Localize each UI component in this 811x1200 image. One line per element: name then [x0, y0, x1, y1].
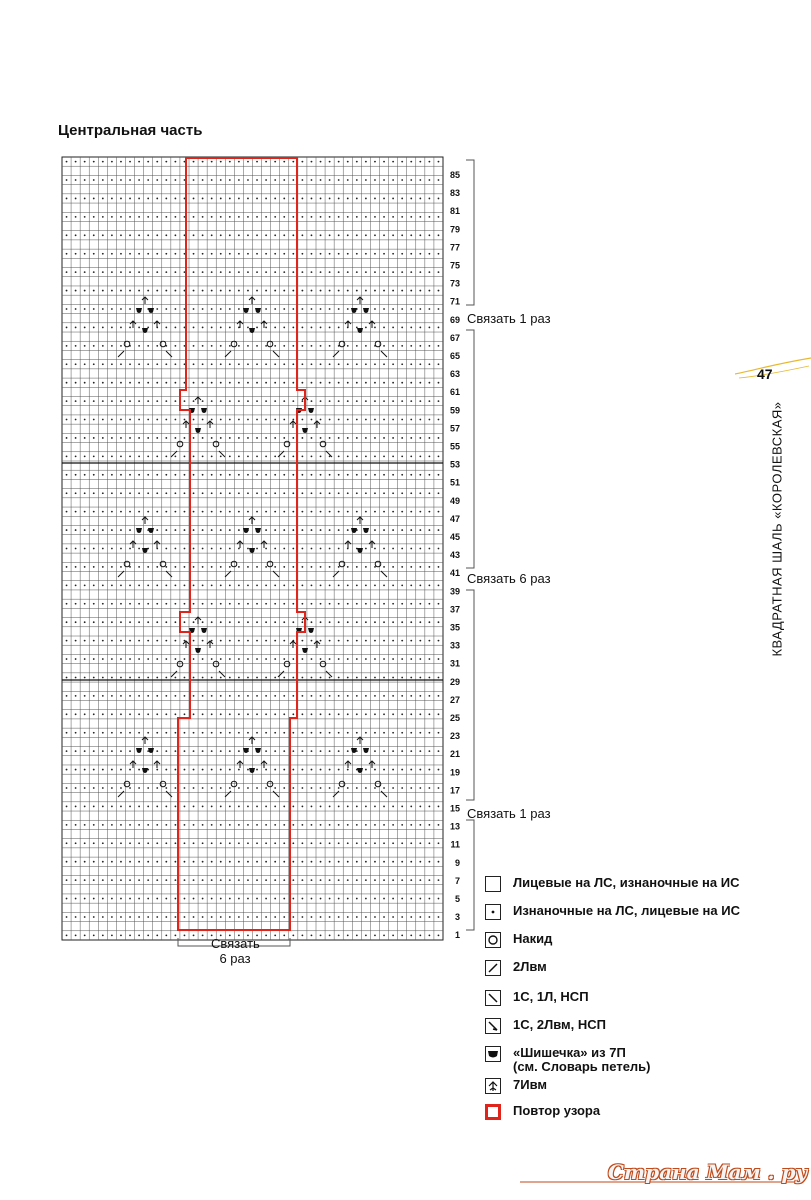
- row-number-label: 21: [449, 749, 460, 760]
- row-number-label: 85: [449, 170, 460, 180]
- row-number-label: 39: [449, 586, 460, 597]
- row-number-label: 71: [449, 296, 460, 307]
- page-title: Центральная часть: [58, 122, 203, 139]
- repeat-bracket: [466, 820, 474, 930]
- row-number-label: 25: [449, 713, 460, 723]
- row-number-label: 59: [449, 405, 460, 416]
- row-number-label: 73: [449, 278, 460, 289]
- legend-label: Повтор узора: [513, 1103, 601, 1118]
- legend-item-sk2p: [485, 1018, 606, 1034]
- row-number-label: 75: [449, 260, 460, 271]
- legend-item-purl: [485, 904, 740, 920]
- row-number-label: 77: [449, 242, 460, 253]
- repeat-bracket: [466, 330, 474, 568]
- row-number-label: 61: [449, 387, 460, 398]
- row-number-label: 63: [449, 369, 460, 380]
- repeat-instruction-middle: Связать 6 раз: [467, 571, 551, 586]
- legend-label: 1С, 2Лвм, НСП: [513, 1017, 606, 1032]
- row-number-label: 49: [449, 495, 460, 506]
- row-number-label: 47: [449, 513, 460, 524]
- legend-item-skp: [485, 990, 589, 1006]
- row-number-label: 55: [449, 441, 460, 452]
- row-number-label: 83: [449, 188, 460, 199]
- legend-label: 1С, 1Л, НСП: [513, 989, 589, 1004]
- seven-tog-icon: [485, 1078, 501, 1094]
- legend-label: 7Ивм: [513, 1077, 548, 1092]
- watermark: Страна Мам . ру: [608, 1160, 808, 1184]
- row-number-label: 15: [449, 803, 460, 814]
- row-number-label: 35: [449, 622, 460, 633]
- row-number-label: 19: [449, 767, 460, 778]
- bottom-repeat-label-line2: 6 раз: [219, 951, 251, 966]
- row-number-label: 81: [449, 206, 460, 217]
- page-number-swash: [735, 352, 811, 388]
- knit-square-icon: [485, 876, 501, 892]
- row-number-label: 45: [449, 532, 460, 542]
- legend-label: «Шишечка» из 7П (см. Словарь петель): [513, 1045, 651, 1074]
- row-number-label: 67: [449, 332, 460, 343]
- row-number-label: 17: [449, 785, 460, 796]
- legend-label: Изнаночные на ЛС, лицевые на ИС: [513, 903, 740, 918]
- row-number-label: 11: [450, 839, 460, 850]
- row-number-label: 3: [454, 912, 460, 923]
- repeat-instruction-top: Связать 1 раз: [467, 311, 551, 326]
- purl-dot-icon: [485, 904, 501, 920]
- sk2p-icon: [485, 1018, 501, 1034]
- row-number-label: 1: [454, 930, 460, 941]
- repeat-bracket: [466, 590, 474, 800]
- k2tog-icon: [485, 960, 501, 976]
- legend-label: Накид: [513, 931, 553, 946]
- legend-item-seven-tog: [485, 1078, 547, 1094]
- row-number-label: 27: [449, 694, 460, 705]
- legend-item-bobble: [485, 1046, 651, 1074]
- bottom-repeat-label-line1: Связать: [211, 936, 260, 951]
- row-number-label: 53: [449, 459, 460, 470]
- row-number-label: 29: [449, 676, 460, 687]
- row-number-label: 31: [449, 658, 460, 669]
- row-number-label: 23: [449, 731, 460, 742]
- row-number-label: 57: [449, 423, 460, 434]
- book-title-text: КВАДРАТНАЯ ШАЛЬ «КОРОЛЕВСКАЯ»: [769, 401, 785, 657]
- row-number-label: 69: [449, 314, 460, 325]
- book-title-vertical: [766, 384, 788, 674]
- row-number-label: 51: [449, 477, 460, 488]
- row-number-label: 43: [449, 550, 460, 561]
- legend-item-repeat: [485, 1104, 600, 1120]
- row-number-label: 13: [449, 821, 460, 832]
- repeat-instruction-bottom: Связать 1 раз: [467, 806, 551, 821]
- repeat-bracket: [466, 160, 474, 305]
- row-number-label: 37: [449, 604, 460, 615]
- bottom-repeat-label: [211, 936, 259, 966]
- legend-label: Лицевые на ЛС, изнаночные на ИС: [513, 875, 740, 890]
- legend-item-k2tog: [485, 960, 547, 976]
- row-number-label: 7: [454, 875, 460, 886]
- row-number-label: 79: [449, 224, 460, 235]
- row-number-label: 5: [454, 894, 460, 904]
- legend-label: 2Лвм: [513, 959, 547, 974]
- yarn-over-icon: [485, 932, 501, 948]
- skp-icon: [485, 990, 501, 1006]
- legend-item-knit: [485, 876, 739, 892]
- legend-item-yarn-over: [485, 932, 552, 948]
- page-number: 47: [757, 366, 773, 382]
- row-number-label: 33: [449, 640, 460, 651]
- row-number-label: 9: [454, 857, 460, 868]
- row-number-label: 65: [449, 351, 460, 361]
- pattern-repeat-icon: [485, 1104, 501, 1120]
- row-number-label: 41: [449, 568, 460, 579]
- bobble-icon: [485, 1046, 501, 1062]
